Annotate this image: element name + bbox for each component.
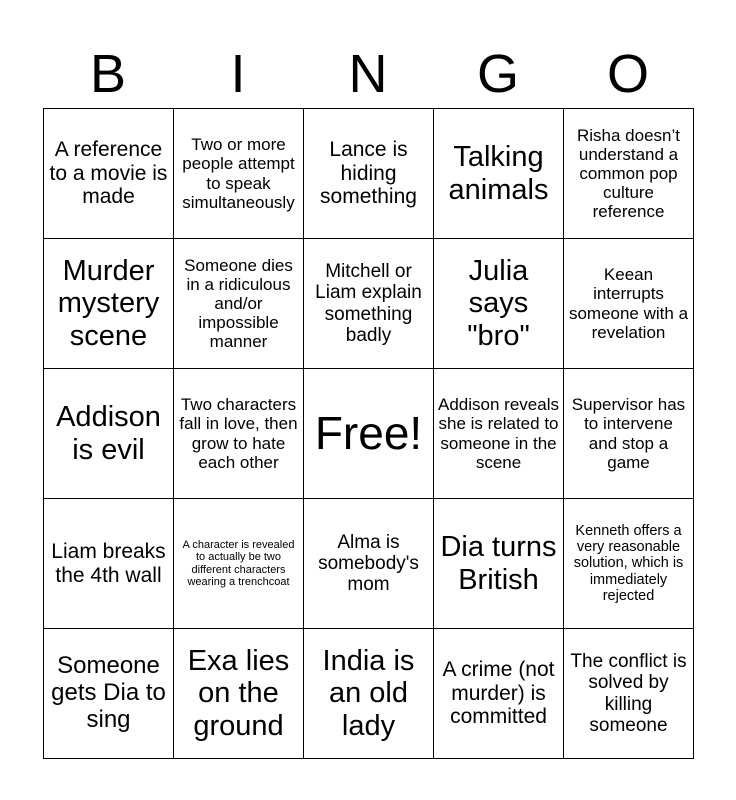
board-row [44, 239, 694, 369]
free-space: Free! [304, 369, 434, 499]
bingo-cell: Two characters fall in love, then grow to hate each other [174, 369, 304, 499]
bingo-cell: Mitchell or Liam explain something badly [304, 239, 434, 369]
bingo-cell: Addison reveals she is related to someone in the scene [434, 369, 564, 499]
board-row [44, 369, 694, 499]
bingo-cell: Exa lies on the ground [174, 629, 304, 759]
bingo-cell: A crime (not murder) is committed [434, 629, 564, 759]
header-letter-o: O [606, 44, 649, 104]
bingo-cell: Talking animals [434, 109, 564, 239]
header-letter-g: G [476, 44, 519, 104]
header-letter-i: I [230, 44, 246, 104]
bingo-cell: The conflict is solved by killing someone [564, 629, 694, 759]
bingo-cell: Keean interrupts someone with a revelation [564, 239, 694, 369]
board-row [44, 629, 694, 759]
bingo-cell: India is an old lady [304, 629, 434, 759]
bingo-cell: Liam breaks the 4th wall [44, 499, 174, 629]
bingo-cell: Alma is somebody's mom [304, 499, 434, 629]
bingo-cell: Murder mystery scene [44, 239, 174, 369]
board-row [44, 499, 694, 629]
bingo-cell: Someone dies in a ridiculous and/or impossible manner [174, 239, 304, 369]
bingo-header [43, 40, 693, 108]
bingo-cell: Julia says "bro" [434, 239, 564, 369]
bingo-cell: Addison is evil [44, 369, 174, 499]
bingo-board [43, 108, 694, 759]
bingo-cell: Lance is hiding something [304, 109, 434, 239]
header-letter-b: B [89, 44, 127, 104]
bingo-cell: Two or more people attempt to speak simultaneously [174, 109, 304, 239]
header-letter-n: N [348, 44, 388, 104]
bingo-cell: Someone gets Dia to sing [44, 629, 174, 759]
bingo-cell: Supervisor has to intervene and stop a game [564, 369, 694, 499]
bingo-cell: A character is revealed to actually be two different characters wearing a trenchcoat [174, 499, 304, 629]
bingo-cell: Kenneth offers a very reasonable solution, which is immediately rejected [564, 499, 694, 629]
board-row [44, 109, 694, 239]
bingo-cell: A reference to a movie is made [44, 109, 174, 239]
bingo-cell: Risha doesn’t understand a common pop culture reference [564, 109, 694, 239]
bingo-cell: Dia turns British [434, 499, 564, 629]
